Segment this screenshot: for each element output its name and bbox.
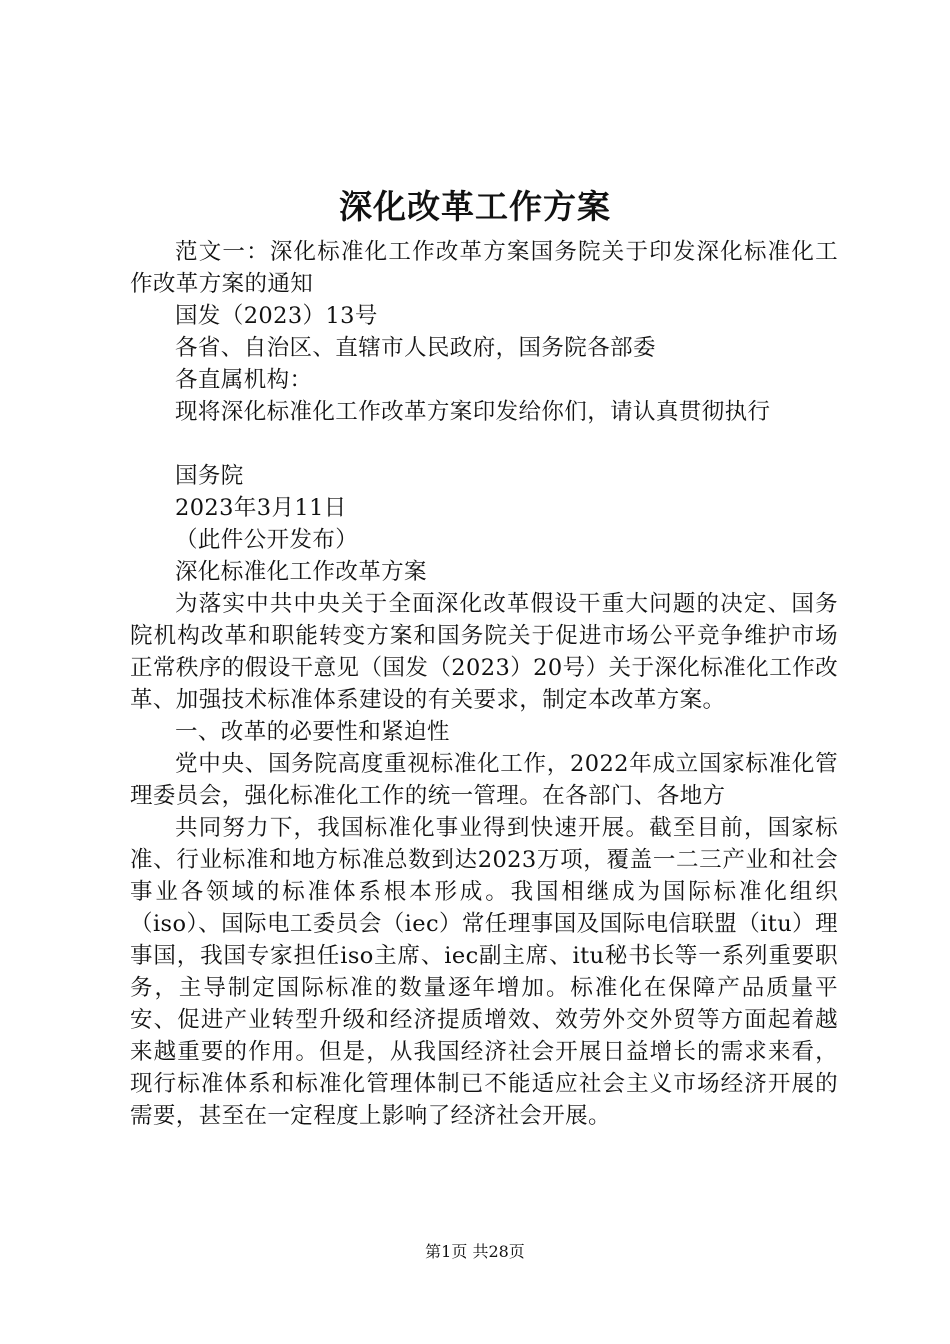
document-body [130, 236, 838, 1132]
section-heading: 一、改革的必要性和紧迫性 [175, 719, 450, 745]
paragraph-instruction: 现将深化标准化工作改革方案印发给你们，请认真贯彻执行 [175, 399, 771, 425]
paragraph-doc-number: 国发（2023）13号 [175, 303, 378, 329]
paragraph-intro: 范文一：深化标准化工作改革方案国务院关于印发深化标准化工作改革方案的通知 [130, 239, 838, 297]
paragraph-progress: 共同努力下，我国标准化事业得到快速开展。截至目前，国家标准、行业标准和地方标准总数到达2023万项，覆盖一二三产业和社会事业各领域的标准体系根本形成。我国相继成为国际标准化组织（iso）、国际电工委员会（iec）常任理事国及国际电信联盟（itu）理事国，我国专家担任iso主席、iec副主席、itu秘书长等一系列重要职务，主导制定国际标准的数量逐年增加。标准化在保障产品质量平安、促进产业转型升级和经济提质增效、效劳外交外贸等方面起着越来越重要的作用。但是，从我国经济社会开展日益增长的需求来看，现行标准体系和标准化管理体制已不能适应社会主义市场经济开展的需要，甚至在一定程度上影响了经济社会开展。 [130, 815, 838, 1129]
paragraph-recipients-cont: 各直属机构： [175, 367, 313, 393]
paragraph-purpose: 为落实中共中央关于全面深化改革假设干重大问题的决定、国务院机构改革和职能转变方案和国务院关于促进市场公平竞争维护市场正常秩序的假设干意见（国发（2023）20号）关于深化标准化工作改革、加强技术标准体系建设的有关要求，制定本改革方案。 [130, 591, 838, 713]
blank-line [130, 428, 838, 460]
paragraph-date: 2023年3月11日 [175, 495, 347, 521]
paragraph-background: 党中央、国务院高度重视标准化工作，2022年成立国家标准化管理委员会，强化标准化工作的统一管理。在各部门、各地方 [130, 751, 838, 809]
paragraph-issuer: 国务院 [175, 463, 244, 489]
paragraph-recipients: 各省、自治区、直辖市人民政府，国务院各部委 [175, 335, 656, 361]
document-title: 深化改革工作方案 [339, 187, 611, 226]
page-number: 第1页 共28页 [425, 1242, 525, 1261]
paragraph-publication-note: （此件公开发布） [175, 527, 359, 553]
paragraph-plan-title: 深化标准化工作改革方案 [175, 559, 427, 585]
